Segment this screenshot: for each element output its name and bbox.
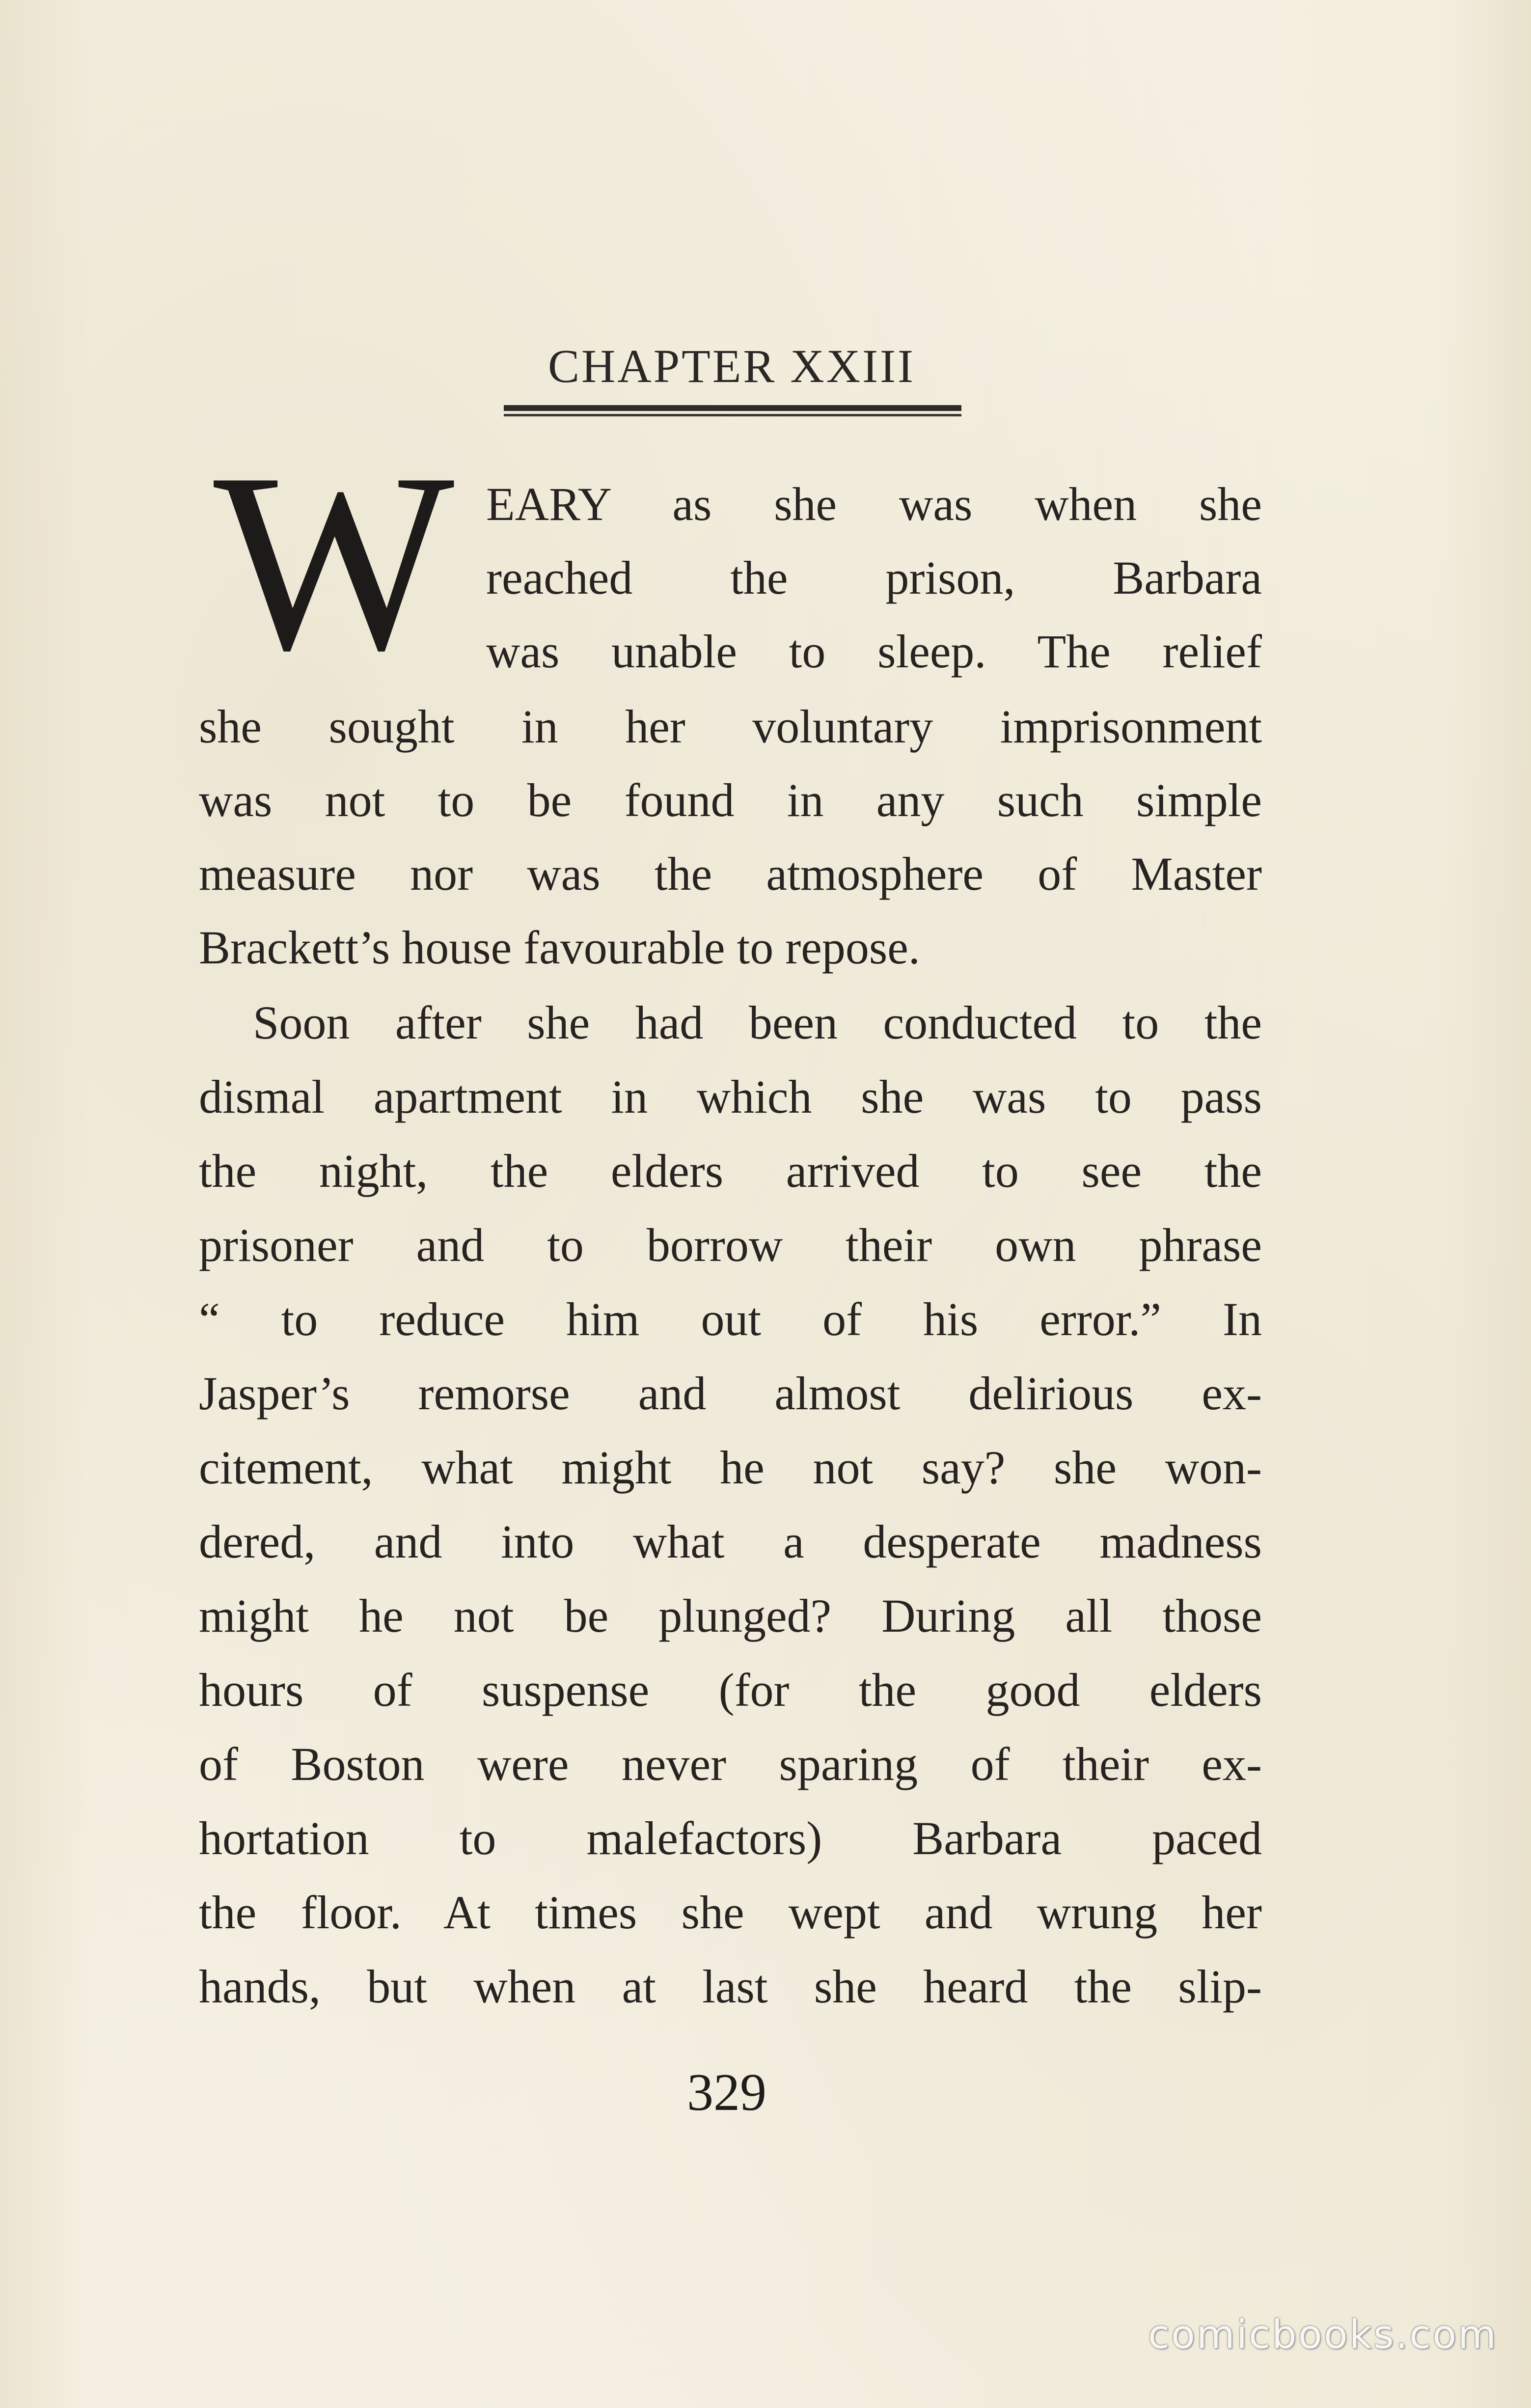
text-line: was unable to sleep. The relief xyxy=(486,625,1262,678)
page-number: 329 xyxy=(687,2063,766,2122)
text-line: was not to be found in any such simple xyxy=(199,774,1262,826)
text-line: of Boston were never sparing of their ex- xyxy=(199,1738,1262,1790)
text-line: the night, the elders arrived to see the xyxy=(199,1145,1262,1197)
text-line: dismal apartment in which she was to pass xyxy=(199,1070,1262,1123)
text-line: Brackett’s house favourable to repose. xyxy=(199,921,920,974)
text-line: Soon after she had been conducted to the xyxy=(253,996,1262,1049)
text-line: “ to reduce him out of his error.” In xyxy=(199,1293,1262,1345)
text-line: Jasper’s remorse and almost delirious ex- xyxy=(199,1367,1262,1420)
text-line: reached the prison, Barbara xyxy=(486,551,1262,604)
text-line: citement, what might he not say? she won- xyxy=(199,1441,1262,1494)
text-line: hortation to malefactors) Barbara paced xyxy=(199,1812,1262,1864)
drop-cap-letter: W xyxy=(213,421,455,703)
text-line: EARY as she was when she xyxy=(486,478,1262,530)
heading-rule-thin xyxy=(504,414,961,416)
text-line: the floor. At times she wept and wrung her xyxy=(199,1886,1262,1939)
heading-rule-thick xyxy=(504,405,961,411)
text-line: hands, but when at last she heard the slip- xyxy=(199,1960,1262,2013)
text-line: prisoner and to borrow their own phrase xyxy=(199,1219,1262,1271)
chapter-heading: CHAPTER XXIII xyxy=(548,340,915,392)
watermark: comicbooks.com xyxy=(1148,2312,1498,2357)
text-line: might he not be plunged? During all those xyxy=(199,1589,1262,1642)
text-line: she sought in her voluntary imprisonment xyxy=(199,700,1262,753)
text-line: dered, and into what a desperate madness xyxy=(199,1515,1262,1568)
text-line: measure nor was the atmosphere of Master xyxy=(199,848,1262,900)
text-line: hours of suspense (for the good elders xyxy=(199,1664,1262,1716)
